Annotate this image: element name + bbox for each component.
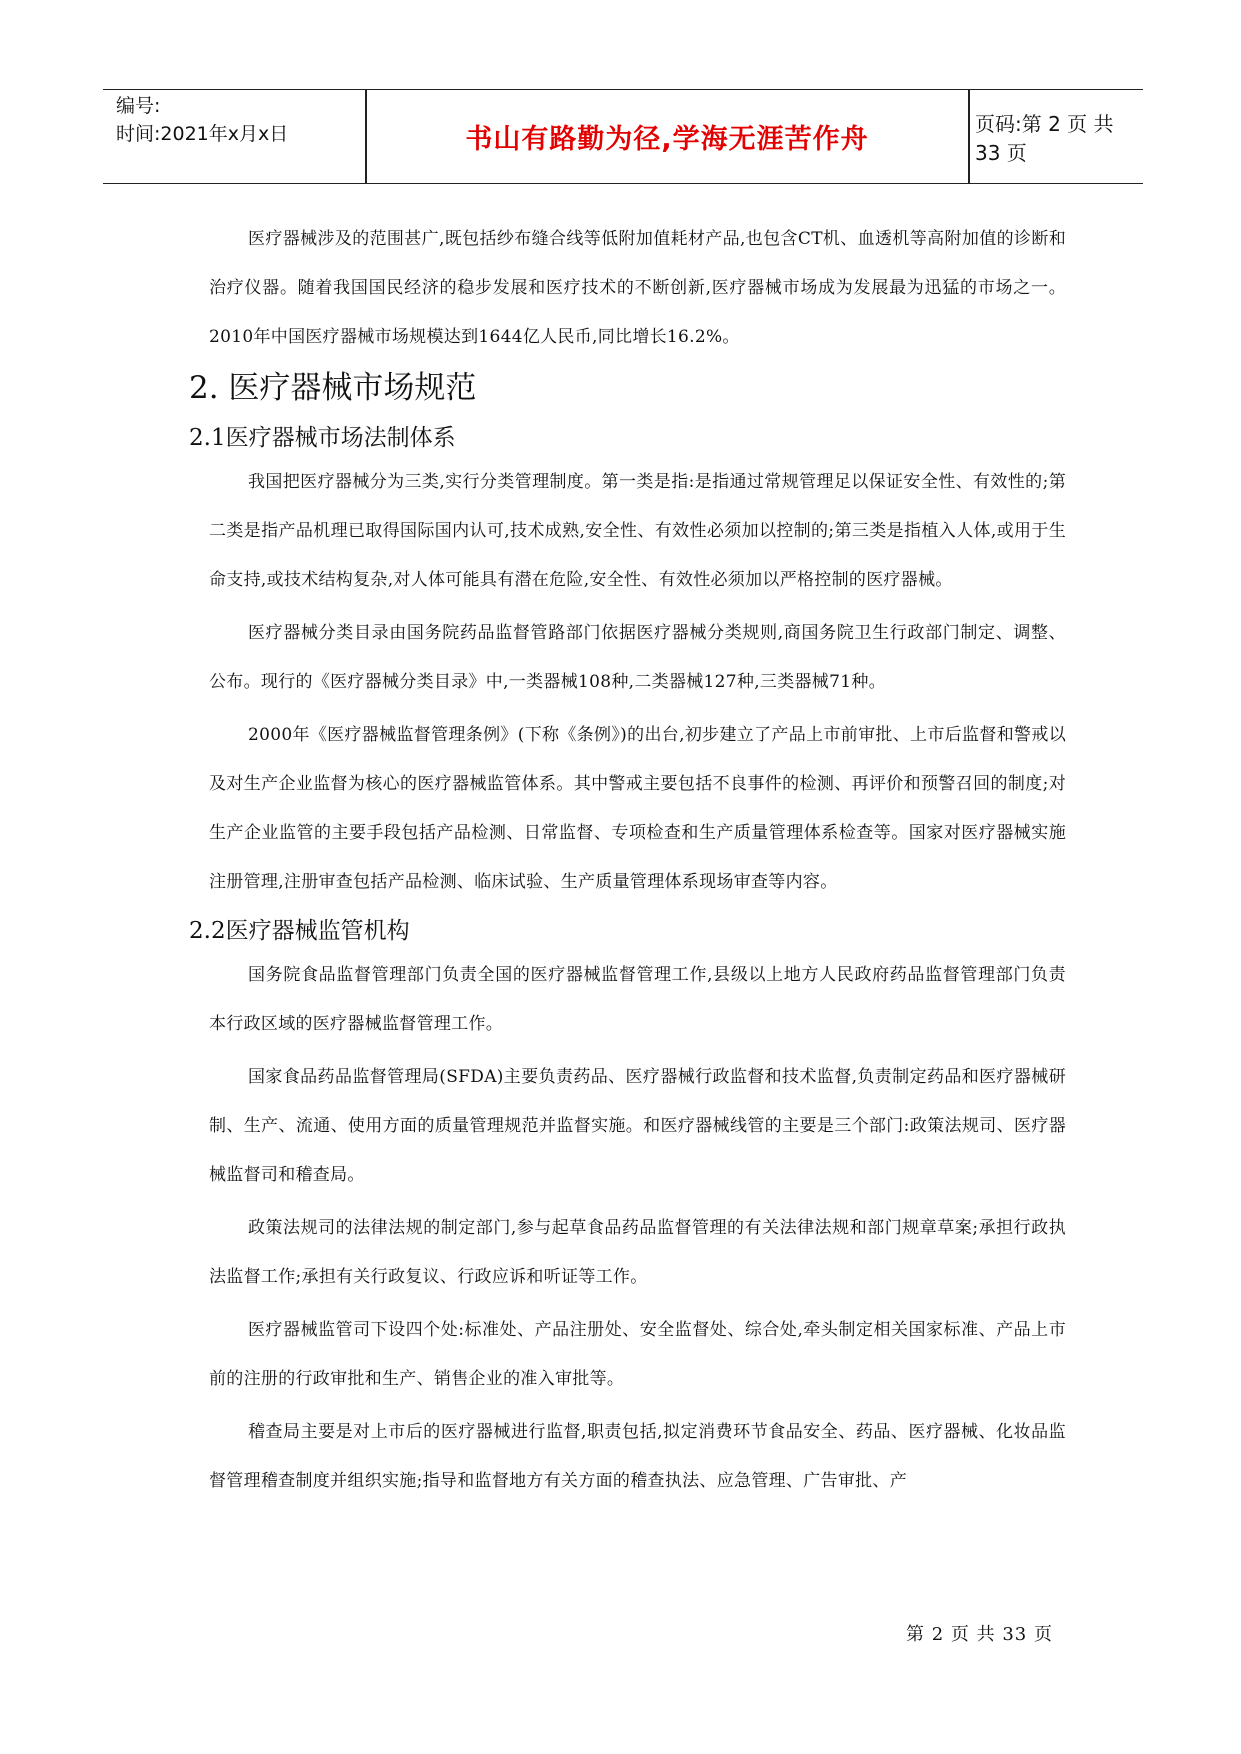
paragraph-supervision-dept: 医疗器械监管司下设四个处:标准处、产品注册处、安全监督处、综合处,牵头制定相关国家标准、产品上市前的注册的行政审批和生产、销售企业的准入审批等。 xyxy=(209,1320,1066,1389)
section-2-2-title: 2.2医疗器械监管机构 xyxy=(189,918,410,944)
header-divider-right xyxy=(968,90,970,183)
number-label: 编号: xyxy=(116,95,161,117)
header-page-code: 页码:第 2 页 共 33 页 xyxy=(975,111,1114,165)
paragraph-catalog: 医疗器械分类目录由国务院药品监督管路部门依据医疗器械分类规则,商国务院卫生行政部门制定、调整、公布。现行的《医疗器械分类目录》中,一类器械108种,二类器械127种,三类器械71种。 xyxy=(209,623,1066,692)
header-divider-left xyxy=(365,90,367,183)
section-2-1-title: 2.1医疗器械市场法制体系 xyxy=(189,425,456,451)
header-meta xyxy=(116,92,288,148)
section-2-title: 2. 医疗器械市场规范 xyxy=(189,370,477,406)
time-label: 时间:2021年x月x日 xyxy=(116,123,289,145)
paragraph-regulation: 2000年《医疗器械监督管理条例》(下称《条例》)的出台,初步建立了产品上市前审批、上市后监督和警戒以及对生产企业监督为核心的医疗器械监管体系。其中警戒主要包括不良事件的检测、再评价和预警召回的制度;对生产企业监管的主要手段包括产品检测、日常监督、专项检查和生产质量管理体系检查等。国家对医疗器械实施注册管理,注册审查包括产品检测、临床试验、生产质量管理体系现场审查等内容。 xyxy=(209,725,1066,892)
paragraph-policy-dept: 政策法规司的法律法规的制定部门,参与起草食品药品监督管理的有关法律法规和部门规章草案;承担行政执法监督工作;承担有关行政复议、行政应诉和听证等工作。 xyxy=(209,1218,1066,1287)
document-header xyxy=(103,89,1143,184)
header-motto: 书山有路勤为径,学海无涯苦作舟 xyxy=(465,124,869,155)
document-body xyxy=(189,215,1066,1510)
paragraph-classification: 我国把医疗器械分为三类,实行分类管理制度。第一类是指:是指通过常规管理足以保证安全性、有效性的;第二类是指产品机理已取得国际国内认可,技术成熟,安全性、有效性必须加以控制的;第三类是指植入人体,或用于生命支持,或技术结构复杂,对人体可能具有潜在危险,安全性、有效性必须加以严格控制的医疗器械。 xyxy=(209,472,1066,590)
paragraph-authority: 国务院食品监督管理部门负责全国的医疗器械监督管理工作,县级以上地方人民政府药品监督管理部门负责本行政区域的医疗器械监督管理工作。 xyxy=(209,965,1066,1034)
paragraph-sfda: 国家食品药品监督管理局(SFDA)主要负责药品、医疗器械行政监督和技术监督,负责制定药品和医疗器械研制、生产、流通、使用方面的质量管理规范并监督实施。和医疗器械线管的主要是三个部门:政策法规司、医疗器械监督司和稽查局。 xyxy=(209,1067,1066,1185)
page-footer: 第 2 页 共 33 页 xyxy=(906,1624,1053,1645)
paragraph-inspection-bureau: 稽查局主要是对上市后的医疗器械进行监督,职责包括,拟定消费环节食品安全、药品、医疗器械、化妆品监督管理稽查制度并组织实施;指导和监督地方有关方面的稽查执法、应急管理、广告审批、产 xyxy=(209,1422,1066,1491)
intro-paragraph: 医疗器械涉及的范围甚广,既包括纱布缝合线等低附加值耗材产品,也包含CT机、血透机等高附加值的诊断和治疗仪器。随着我国国民经济的稳步发展和医疗技术的不断创新,医疗器械市场成为发展最为迅猛的市场之一。2010年中国医疗器械市场规模达到1644亿人民币,同比增长16.2%。 xyxy=(209,229,1066,347)
